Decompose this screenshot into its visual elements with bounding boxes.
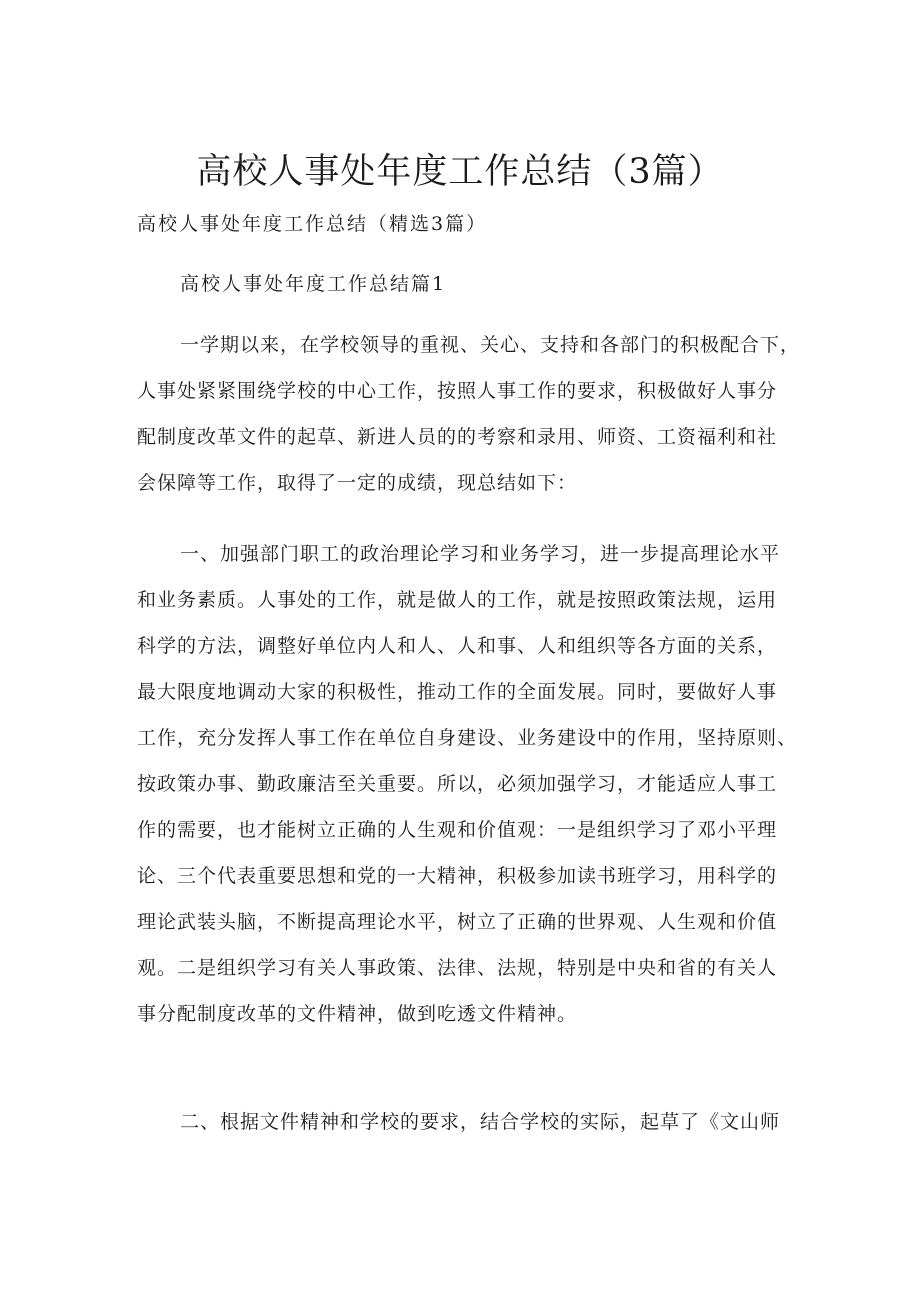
- paragraph-line: 按政策办事、勤政廉洁至关重要。所以，必须加强学习，才能适应人事工: [137, 773, 778, 795]
- paragraph-line: 一、加强部门职工的政治理论学习和业务学习，进一步提高理论水平: [180, 543, 781, 565]
- paragraph-line: 事分配制度改革的文件精神，做到吃透文件精神。: [137, 1003, 578, 1025]
- paragraph-line: 工作，充分发挥人事工作在单位自身建设、业务建设中的作用，坚持原则、: [137, 727, 798, 749]
- paragraph-line: 理论武装头脑，不断提高理论水平，树立了正确的世界观、人生观和价值: [137, 911, 778, 933]
- paragraph-line: 二、根据文件精神和学校的要求，结合学校的实际，起草了《文山师: [180, 1111, 781, 1133]
- paragraph-point-two: [137, 1107, 797, 1153]
- paragraph-intro: [137, 330, 801, 514]
- paragraph-line: 会保障等工作，取得了一定的成绩，现总结如下：: [137, 472, 578, 494]
- paragraph-line: 配制度改革文件的起草、新进人员的的考察和录用、师资、工资福利和社: [137, 426, 778, 448]
- paragraph-line: 人事处紧紧围绕学校的中心工作，按照人事工作的要求，积极做好人事分: [137, 380, 778, 402]
- document-title: 高校人事处年度工作总结（3篇）: [196, 152, 724, 192]
- paragraph-line: 和业务素质。人事处的工作，就是做人的工作，就是按照政策法规，运用: [137, 589, 778, 611]
- paragraph-line: 一学期以来，在学校领导的重视、关心、支持和各部门的积极配合下，: [180, 334, 801, 356]
- paragraph-line: 论、三个代表重要思想和党的一大精神，积极参加读书班学习，用科学的: [137, 865, 778, 887]
- paragraph-line: 最大限度地调动大家的积极性，推动工作的全面发展。同时，要做好人事: [137, 681, 778, 703]
- document-subtitle: 高校人事处年度工作总结（精选3篇）: [137, 213, 488, 235]
- paragraph-line: 观。二是组织学习有关人事政策、法律、法规，特别是中央和省的有关人: [137, 957, 778, 979]
- paragraph-point-one: [137, 539, 797, 1045]
- paragraph-line: 作的需要，也才能树立正确的人生观和价值观：一是组织学习了邓小平理: [137, 819, 778, 841]
- paragraph-line: 科学的方法，调整好单位内人和人、人和事、人和组织等各方面的关系，: [137, 635, 778, 657]
- section-heading: 高校人事处年度工作总结篇1: [180, 273, 447, 295]
